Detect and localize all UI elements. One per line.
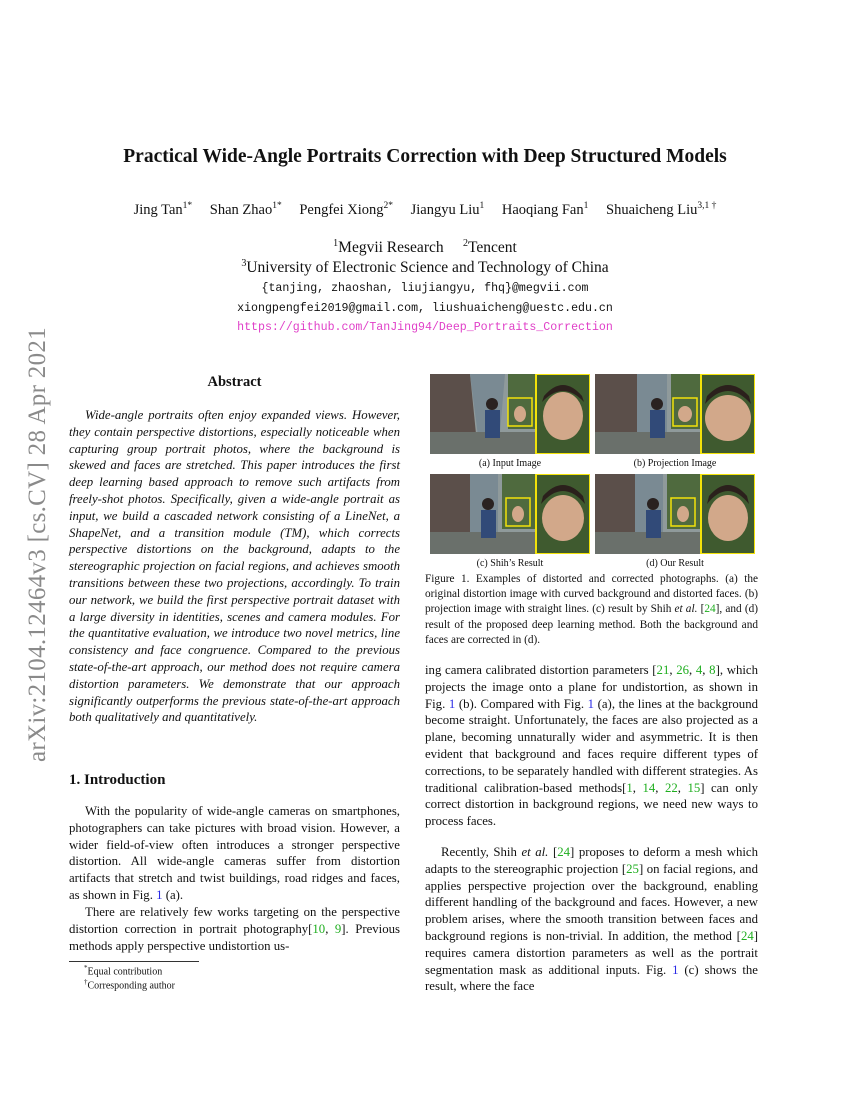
- figure-reference[interactable]: 1: [448, 696, 456, 711]
- affiliation-line-1: $^1$Megvii Research $^2$Tencent: [333, 238, 517, 257]
- abstract-heading: Abstract: [207, 374, 262, 390]
- email-line-2: xiongpengfei2019@gmail.com, liushuaicheng@uestc.edu.cn: [237, 302, 613, 315]
- section-heading-introduction: 1. Introduction: [69, 772, 166, 788]
- figure-subcaption: (a) Input Image: [478, 458, 542, 469]
- citation-link[interactable]: 22: [664, 780, 678, 795]
- citation-link[interactable]: 15: [687, 780, 701, 795]
- right-column-paragraph-1: ing camera calibrated distortion parameters [21, 26, 4, 8], which projects the image onto a plane for undistortion, as shown in Fig. 1 (b). Compared with Fig. 1 (a), the lines at the background become straight. Unfortunately, the faces are also projected as a plane, becoming unnaturally wider and asymmetric. It is then evident that background and faces require different types of corrections, to be separately handled with different strategies. As traditional calibration-based methods[1, 14, 22, 15] can only correct distortion in background regions, we need new ways to process faces.: [425, 663, 758, 829]
- citation-link[interactable]: 4: [695, 663, 703, 677]
- intro-paragraph-1: With the popularity of wide-angle cameras on smartphones, photographers can take pictures with broad vision. However, a wider field-of-view often introduces a stronger perspective distortion. All wide-angle cameras suffer from distortion artifacts that stretch and twist buildings, road ridges and faces, as shown in Fig. 1 (a).: [69, 804, 400, 902]
- arxiv-identifier: arXiv:2104.12464v3 [cs.CV] 28 Apr 2021: [24, 327, 51, 763]
- citation-link[interactable]: 8: [709, 663, 716, 677]
- figure-subcaption: (d) Our Result: [646, 558, 704, 569]
- citation-link[interactable]: 10: [312, 921, 326, 936]
- citation-link[interactable]: 24: [740, 928, 754, 943]
- footnote-equal-contribution: *Equal contribution: [84, 964, 163, 978]
- citation-link[interactable]: 14: [642, 780, 656, 795]
- abstract-text: Wide-angle portraits often enjoy expanded views. However, they contain perspective distortions, especially noticeable when capturing group portrait photos, where the background is skewed and faces are stretched. This paper introduces the first deep learning based approach to remove such artifacts from freely-shot photos. Specifically, given a wide-angle portrait as input, we build a cascaded network consisting of a LineNet, a ShapeNet, and a transition module (TM), which corrects perspective distortions on the background, adapts to the stereographic projection on facial regions, and achieves smooth transitions between these two projections, accordingly. To train our network, we build the first perspective portrait dataset with a large diversity in identities, scenes and camera modules. For the quantitative evaluation, we introduce two novel metrics, line consistency and face congruence. Compared to the previous state-of-the-art approach, our method does not require camera distortion parameters. We demonstrate that our approach significantly outperforms the previous state-of-the-art approach both qualitatively and quantitatively.: [69, 408, 400, 725]
- repo-link[interactable]: https://github.com/TanJing94/Deep_Portraits_Correction: [237, 321, 613, 334]
- intro-paragraph-2: There are relatively few works targeting on the perspective distortion correction in portrait photography[10, 9]. Previous methods apply perspective undistortion us-: [69, 905, 400, 953]
- footnote-corresponding-author: †Corresponding author: [84, 978, 175, 992]
- citation-link[interactable]: 9: [334, 921, 342, 936]
- author: Pengfei Xiong$^{2*}$: [299, 201, 393, 218]
- figure-panel-input-image: [430, 374, 590, 454]
- citation-link[interactable]: 24: [704, 603, 716, 616]
- figure-panel-shih-result: [430, 474, 590, 554]
- citation-link[interactable]: 26: [676, 663, 690, 677]
- figure-reference[interactable]: 1: [587, 696, 595, 711]
- figure-panel-projection-image: [595, 374, 755, 454]
- citation-link[interactable]: 25: [626, 861, 639, 876]
- citation-link[interactable]: 1: [626, 780, 633, 795]
- figure-subcaption: (b) Projection Image: [633, 458, 717, 469]
- paper-title: Practical Wide-Angle Portraits Correction with Deep Structured Models: [123, 146, 727, 167]
- author: Jing Tan$^{1*}$: [133, 201, 193, 218]
- author: Shan Zhao$^{1*}$: [209, 201, 282, 218]
- figure-subcaption: (c) Shih’s Result: [476, 558, 544, 569]
- figure-reference[interactable]: 1: [672, 962, 679, 977]
- author-list: [0, 201, 850, 219]
- affiliation-line-2: $^3$University of Electronic Science and Technology of China: [241, 258, 609, 277]
- figure-reference[interactable]: 1: [156, 887, 163, 902]
- figure-1: [430, 374, 760, 570]
- author: Haoqiang Fan$^1$: [501, 201, 589, 218]
- footnote-divider: [69, 961, 199, 962]
- figure-1-caption: Figure 1. Examples of distorted and corrected photographs. (a) the original distortion image with curved background and distorted faces. (b) projection image with straight lines. (c) result by Shih et al. [24], and (d) result of the proposed deep learning method. Both the background and faces are corrected in (d).: [425, 573, 759, 646]
- email-line-1: {tanjing, zhaoshan, liujiangyu, fhq}@megvii.com: [261, 282, 589, 295]
- citation-link[interactable]: 24: [557, 845, 571, 859]
- author: Jiangyu Liu$^1$: [410, 201, 485, 218]
- author: Shuaicheng Liu$^{3,1 \dagger}$: [606, 201, 717, 218]
- right-column-paragraph-2: Recently, Shih et al. [24] proposes to deform a mesh which adapts to the stereographic projection [25] on facial regions, and applies perspective projection over the background, enabling different handling of the background and faces. However, a new problem arises, where the smooth transition between faces and background regions is non-trivial. In addition, the method [24] requires camera distortion parameters as well as the portrait segmentation mask as additional inputs. Fig. 1 (c) shows the result, where the face: [425, 845, 758, 994]
- citation-link[interactable]: 21: [656, 663, 670, 677]
- figure-panel-our-result: [595, 474, 755, 554]
